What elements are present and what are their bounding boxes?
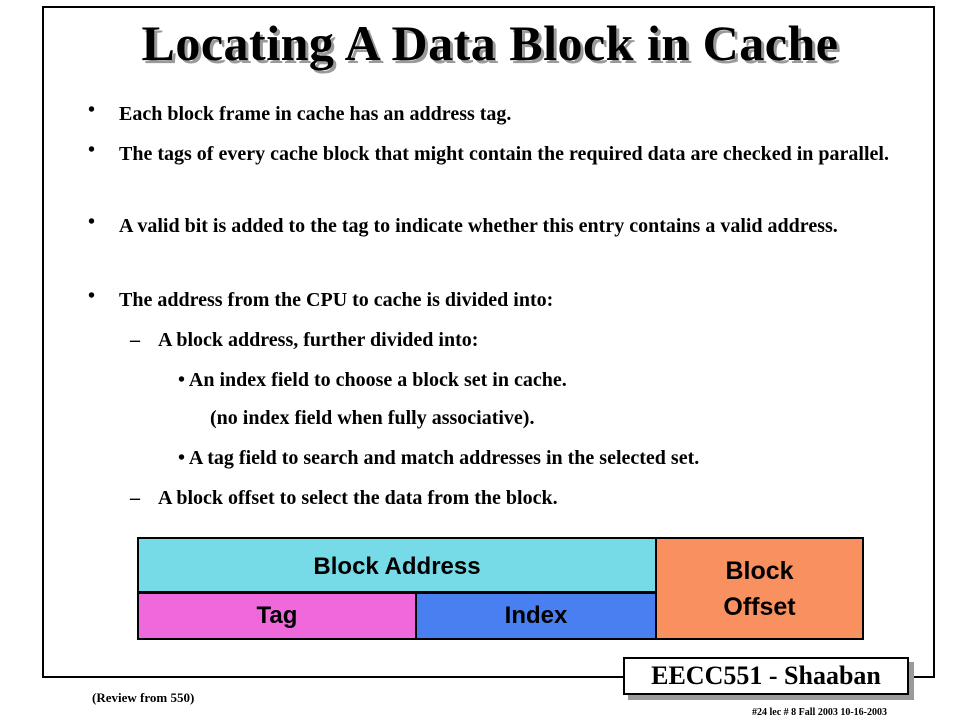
bullet-dot: • xyxy=(178,447,186,469)
slide-footer: #24 lec # 8 Fall 2003 10-16-2003 xyxy=(752,707,887,718)
index-label: Index xyxy=(504,602,568,629)
course-badge: EECC551 - Shaaban xyxy=(623,657,909,695)
slide-title: Locating A Data Block in Cache xyxy=(141,15,839,71)
dash-marker: – xyxy=(130,329,140,351)
sub-sub-bullet-item xyxy=(178,369,567,392)
tag-box xyxy=(137,592,417,640)
dash-marker: – xyxy=(130,487,140,509)
sub-sub-bullet-item xyxy=(178,447,699,470)
block-address-label: Block Address xyxy=(313,553,481,580)
bullet-dot: • xyxy=(88,211,96,233)
bullet-text: The tags of every cache block that might contain the required data are checked in parallel. xyxy=(119,143,889,165)
tag-label: Tag xyxy=(256,602,298,629)
bullet-text: Each block frame in cache has an address tag. xyxy=(119,103,512,125)
sub-bullet-text: A block address, further divided into: xyxy=(158,329,479,351)
bullet-dot: • xyxy=(88,99,96,121)
bullet-text: The address from the CPU to cache is divided into: xyxy=(119,289,554,311)
bullet-text: A valid bit is added to the tag to indicate whether this entry contains a valid address. xyxy=(119,215,838,237)
bullet-dot: • xyxy=(178,369,186,391)
block-address-box xyxy=(137,537,657,593)
sub-bullet-text: A block offset to select the data from the block. xyxy=(158,487,558,509)
sub-sub-bullet-text: A tag field to search and match addresses in the selected set. xyxy=(188,447,700,469)
index-note: (no index field when fully associative). xyxy=(210,407,535,429)
sub-sub-bullet-text: An index field to choose a block set in cache. xyxy=(188,369,567,391)
block-offset-box xyxy=(655,537,864,640)
bullet-dot: • xyxy=(88,139,96,161)
block-offset-label-line1: Block xyxy=(725,556,794,585)
index-box xyxy=(415,592,657,640)
review-note: (Review from 550) xyxy=(92,690,195,705)
bullet-dot: • xyxy=(88,285,96,307)
block-offset-label-line2: Offset xyxy=(723,592,796,621)
